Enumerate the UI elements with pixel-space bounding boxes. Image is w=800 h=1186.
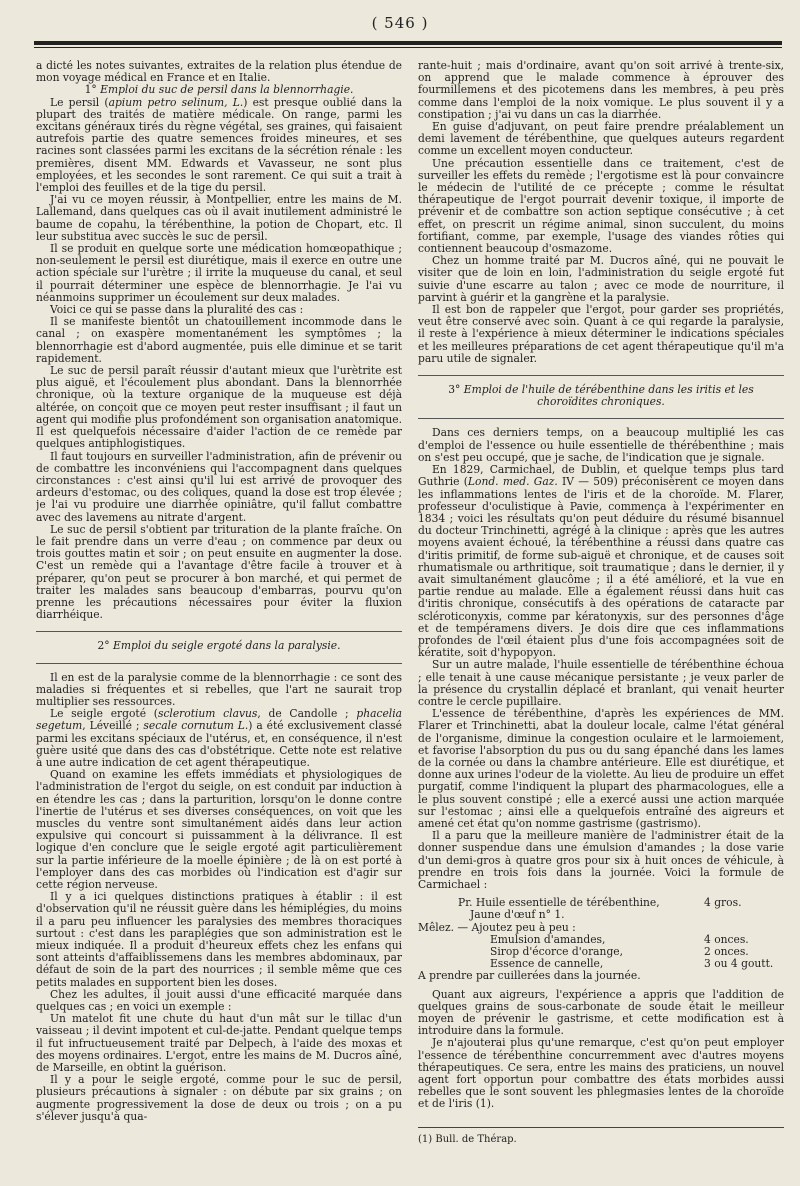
paragraph: Il se manifeste bientôt un chatouillement incommode dans le canal ; on exaspère momentanément les symptômes ; la blennorrhagie est d'abord augmentée, puis elle diminue et se tarit rapidement.: [36, 315, 402, 365]
paragraph: L'essence de térébenthine, d'après les expériences de MM. Flarer et Trinchinetti, abat la douleur locale, calme l'état général de l'organisme, diminue la congestion oculaire et le larmoiement, et favorise l'absorption du pus ou du sang épanché dans les lames de la cornée ou dans la chambre antérieure. Elle est diurétique, et donne aux urines l'odeur de la violette. Au lieu de produire un effet purgatif, comme l'indiquent la plupart des pharmacologues, elle a le plus souvent constipé ; elle a exercé aussi une action marquée sur l'estomac ; ainsi elle a quelquefois entraîné des aigreurs et amené cet état qu'on nomme gastrisme (gastrismo).: [418, 707, 784, 830]
paragraph: Il y a ici quelques distinctions pratiques à établir : il est d'observation qu'il ne réussit guère dans les hémiplégies, du moins il a paru peu influencer les paralysies des membres thoraciques surtout : c'est dans les paraplégies que son administration est le mieux indiquée. Il a produit d'heureux effets chez les enfans qui sont atteints d'affaiblissemens dans les membres abdominaux, par défaut de soin de la part des nourrices ; il semble même que ces petits malades en supportent bien les doses.: [36, 890, 402, 989]
recipe-line: Emulsion d'amandes, 4 onces.: [490, 932, 749, 946]
recipe-line: Essence de cannelle, 3 ou 4 goutt.: [490, 957, 774, 971]
paragraph: J'ai vu ce moyen réussir, à Montpellier, entre les mains de M. Lallemand, dans quelques cas où il avait inutilement administré le baume de copahu, la térébenthine, la potion de Chopart, etc. Il leur substitua avec succès le suc de persil.: [36, 193, 402, 243]
paragraph: Il y a pour le seigle ergoté, comme pour le suc de persil, plusieurs précautions à signaler : on débute par six grains ; on augmente progressivement la dose de deux ou trois ; on a pu s'élever jusqu'à qua-: [36, 1073, 402, 1123]
footnote-rule: [418, 1127, 784, 1128]
intro-paragraph: a dicté les notes suivantes, extraites de la relation plus étendue de mon voyage médical en France et en Italie.: [36, 60, 402, 85]
section-heading-2: 2° Emploi du seigle ergoté dans la paralysie.: [97, 639, 341, 653]
header-rule-thin: [34, 47, 782, 48]
page-number: ( 546 ): [371, 14, 429, 32]
paragraph: Le persil (apium petro selinum, L.) est presque oublié dans la plupart des traités de matière médicale. On range, parmi les excitans généraux tirés du règne végétal, ses graines, qui faisaient autrefois partie des quatre semences froides mineures, et ses racines sont classées parmi les excitans de la sécrétion rénale : les premières, disent MM. Edwards et Vavasseur, ne sont plus employées, et les secondes le sont rarement. Ce qui suit a trait à l'emploi des feuilles et de la tige du persil.: [36, 95, 402, 195]
paragraph: Le seigle ergoté (sclerotium clavus, de Candolle ; phacelia segetum, Léveillé ; secale cornutum L.) a été exclusivement classé parmi les excitans spéciaux de l'utérus, et, en conséquence, il n'est guère usité que dans des cas d'obstétrique. Cette note est relative à une autre indication de cet agent thérapeutique.: [36, 707, 402, 769]
recipe-line: Sirop d'écorce d'orange, 2 onces.: [490, 945, 749, 959]
paragraph: Chez un homme traité par M. Ducros aîné, qui ne pouvait le visiter que de loin en loin, l'administration du seigle ergoté fut suivie d'une escarre au talon ; avec ce mode de nourriture, il parvint à guérir et la gangrène et la paralysie.: [418, 254, 784, 304]
right-column: [418, 60, 784, 1178]
paragraph: Sur un autre malade, l'huile essentielle de térébenthine échoua ; elle tenait à une cause mécanique persistante ; je veux parler de la présence du crystallin déplacé et branlant, qui venait heurter contre le cercle pupillaire.: [418, 658, 784, 708]
paragraph: Il se produit en quelque sorte une médication homœopathique ; non-seulement le persil est diurétique, mais il exerce en outre une action spéciale sur l'urètre ; il irrite la muqueuse du canal, et seul il pourrait déterminer une espèce de blennorrhagie. Je l'ai vu néanmoins supprimer un écoulement sur deux malades.: [36, 242, 402, 304]
recipe-line: A prendre par cuillerées dans la journée.: [418, 969, 641, 983]
paragraph: Le suc de persil s'obtient par trituration de la plante fraîche. On le fait prendre dans un verre d'eau ; on commence par deux ou trois gouttes matin et soir ; on peut ensuite en augmenter la dose. C'est un remède qui a l'avantage d'être facile à trouver et à préparer, qu'on peut se procurer à bon marché, et qui permet de traiter les malades sans beaucoup d'embarras, pourvu qu'on prenne les précautions nécessaires pour éviter la fluxion diarrhéique.: [36, 522, 402, 622]
section-heading-3: 3° Emploi de l'huile de térébenthine dans les iritis et les choroïdites chroniques.: [448, 383, 754, 409]
recipe-formula: [418, 897, 784, 982]
paragraph: Chez les adultes, il jouit aussi d'une efficacité marquée dans quelques cas ; en voici un exemple :: [36, 987, 402, 1014]
paragraph: Je n'ajouterai plus qu'une remarque, c'est qu'on peut employer l'essence de térébenthine concurremment avec d'autres moyens thérapeutiques. Ce sera, entre les mains des praticiens, un nouvel agent fort opportun pour combattre des états morbides aussi rebelles que le sont souvent les phlegmasies lentes de la choroïde et de l'iris (1).: [418, 1036, 784, 1111]
left-column: [36, 60, 402, 1178]
recipe-line: Pr. Huile essentielle de térébenthine, 4 gros.: [458, 896, 742, 910]
paragraph: Un matelot fit une chute du haut d'un mât sur le tillac d'un vaisseau ; il devint impotent et cul-de-jatte. Pendant quelque temps il fut infructueusement traité par Delpech, à l'aide des moxas et des moyens ordinaires. L'ergot, entre les mains de M. Ducros aîné, de Marseille, en obtint la guérison.: [36, 1012, 402, 1075]
paragraph: Il a paru que la meilleure manière de l'administrer était de la donner suspendue dans une émulsion d'amandes ; la dose varie d'un demi-gros à quatre gros pour six à huit onces de véhicule, à prendre en trois fois dans la journée. Voici la formule de Carmichael :: [418, 829, 784, 891]
section-divider: [418, 418, 784, 419]
section-divider: [418, 375, 784, 376]
paragraph: Le suc de persil paraît réussir d'autant mieux que l'urètrite est plus aiguë, et l'écoulement plus abondant. Dans la blennorrhée chronique, où la texture organique de la muqueuse est déjà altérée, on conçoit que ce moyen peut rester insuffisant ; il faut un agent qui modifie plus profondément son organisation anatomique. Il est quelquefois nécessaire d'aider l'action de ce remède par quelques antiphlogistiques.: [36, 364, 402, 451]
paragraph: En 1829, Carmichael, de Dublin, et quelque temps plus tard Guthrie (Lond. med. Gaz. IV — 509) préconisèrent ce moyen dans les inflammations lentes de l'iris et de la choroïde. M. Flarer, professeur d'oculistique à Pavie, commença à l'expérimenter en 1834 ; voici les résultats qu'on peut déduire du résumé bisannuel du docteur Trinchinetti, agrégé à la clinique : après que les autres moyens avaient échoué, la térébenthine a réussi dans quatre cas d'iritis primitif, de forme sub-aiguë et chronique, et de causes soit rhumatismale ou arthritique, soit traumatique ; dans le dernier, il y avait simultanément glaucôme ; il a été amélioré, et la vue en partie rendue au malade. Elle a également réussi dans huit cas d'iritis chronique, consécutifs à des opérations de cataracte par scléroticonyxis, comme par kératonyxis, sur des personnes d'âge et de tempéramens divers. Je dois dire que ces inflammations profondes de l'œil étaient plus d'une fois accompagnées soit de kératite, soit d'hypopyon.: [418, 463, 784, 660]
section-heading-1: 1° Emploi du suc de persil dans la blennorrhagie.: [84, 83, 354, 97]
paragraph: Il en est de la paralysie comme de la blennorrhagie : ce sont des maladies si fréquentes et si rebelles, que l'art ne saurait trop multiplier ses ressources.: [36, 670, 402, 708]
paragraph: Dans ces derniers temps, on a beaucoup multiplié les cas d'emploi de l'essence ou huile essentielle de thérébenthine ; mais on s'est peu occupé, que je sache, de l'indication que je signale.: [418, 426, 784, 464]
paragraph: Il faut toujours en surveiller l'administration, afin de prévenir ou de combattre les inconvéniens qui l'accompagnent dans quelques circonstances : c'est ainsi qu'il lui est arrivé de provoquer des ardeurs d'estomac, ou des coliques, quand la dose est trop élevée ; je l'ai vu produire une diarrhée opiniâtre, qu'il fallut combattre avec des lavemens au nitrate d'argent.: [36, 449, 402, 524]
paragraph: Quant aux aigreurs, l'expérience a appris que l'addition de quelques grains de sous-carbonate de soude était le meilleur moyen de prévenir le gastrisme, et cette modification est à introduire dans la formule.: [418, 987, 784, 1038]
recipe-line: Mêlez. — Ajoutez peu à peu :: [418, 920, 576, 934]
paragraph: Une précaution essentielle dans ce traitement, c'est de surveiller les effets du remède ; l'ergotisme est là pour convaincre le médecin de l'utilité de ce précepte ; comme le résultat thérapeutique de l'ergot pourrait devenir toxique, il importe de prévenir et de combattre son action septique consécutive ; à cet effet, on prescrit un régime animal, sinon succulent, du moins fortifiant, comme, par exemple, l'usage des viandes rôties qui contiennent beaucoup d'osmazome.: [418, 156, 784, 256]
footnote: (1) Bull. de Thérap.: [418, 1133, 517, 1145]
paragraph: rante-huit ; mais d'ordinaire, avant qu'on soit arrivé à trente-six, on apprend que le malade commence à éprouver des fourmillemens et des picotemens dans les membres, à peu près comme dans l'emploi de la noix vomique. Le plus souvent il y a constipation ; j'ai vu dans un cas la diarrhée.: [418, 60, 784, 121]
section-divider: [36, 663, 402, 664]
paragraph: Voici ce qui se passe dans la pluralité des cas :: [50, 303, 304, 317]
paragraph: Il est bon de rappeler que l'ergot, pour garder ses propriétés, veut être conservé avec soin. Quant à ce qui regarde la paralysie, il reste à l'expérience à mieux déterminer le indications spéciales et les meilleures préparations de cet agent thérapeutique qu'il m'a paru utile de signaler.: [418, 303, 784, 365]
header-rule: [34, 41, 782, 45]
paragraph: Quand on examine les effets immédiats et physiologiques de l'administration de l'ergot du seigle, on est conduit par induction à en étendre les cas ; dans la parturition, lorsqu'on le donne contre l'inertie de l'utérus et ses diverses conséquences, on voit que les muscles du ventre sont simultanément aidés dans leur action expulsive qui concourt si puissamment à la délivrance. Il est logique d'en conclure que le seigle ergoté agit particulièrement sur la partie inférieure de la moelle épinière ; de là on est porté à l'employer dans des cas morbides où l'indication est d'agir sur cette région nerveuse.: [36, 768, 402, 891]
paragraph: En guise d'adjuvant, on peut faire prendre préalablement un demi lavement de térébenthine, que quelques auteurs regardent comme un excellent moyen conducteur.: [418, 120, 784, 158]
section-divider: [36, 631, 402, 632]
recipe-line: Jaune d'œuf n° 1.: [470, 908, 565, 922]
